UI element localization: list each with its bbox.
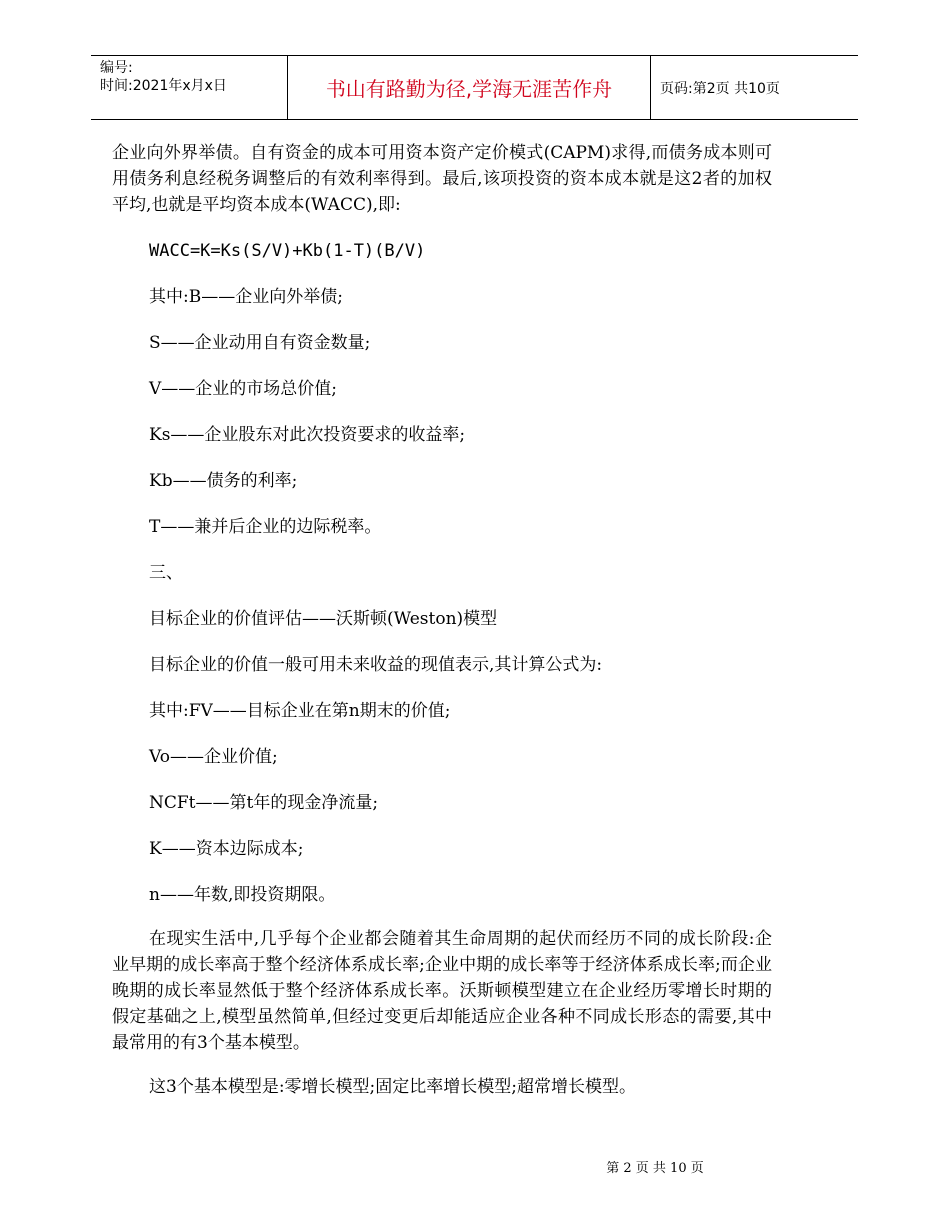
header-time-label: 时间:2021年x月x日 [100,78,227,94]
definition-n: n——年数,即投资期限。 [149,885,336,905]
definition-fv: 其中:FV——目标企业在第n期末的价值; [149,701,451,721]
paragraph-wacc-intro: 企业向外界举债。自有资金的成本可用资本资产定价模式(CAPM)求得,而债务成本则可用债务利息经税务调整后的有效利率得到。最后,该项投资的资本成本就是这2者的加权平均,也就是平均资本成本(WACC),即: [112,143,772,215]
definition-v: V——企业的市场总价值; [149,379,338,399]
header-meta [91,56,287,119]
paragraph-value-formula-intro: 目标企业的价值一般可用未来收益的现值表示,其计算公式为: [149,655,603,675]
definition-ks: Ks——企业股东对此次投资要求的收益率; [149,425,466,445]
definition-vo: Vo——企业价值; [149,747,278,767]
definition-ncft: NCFt——第t年的现金净流量; [149,793,379,813]
page-footer: 第 2 页 共 10 页 [606,1161,704,1176]
definition-b: 其中:B——企业向外举债; [149,287,343,307]
header-motto: 书山有路勤为径,学海无涯苦作舟 [287,56,651,119]
formula-wacc: WACC=K=Ks(S/V)+Kb(1-T)(B/V) [149,241,426,261]
section-title: 目标企业的价值评估——沃斯顿(Weston)模型 [149,609,498,629]
page-header [91,55,858,120]
paragraph-three-models: 这3个基本模型是:零增长模型;固定比率增长模型;超常增长模型。 [149,1077,636,1097]
definition-t: T——兼并后企业的边际税率。 [149,517,382,537]
paragraph-growth-stages: 在现实生活中,几乎每个企业都会随着其生命周期的起伏而经历不同的成长阶段:企业早期的成长率高于整个经济体系成长率;企业中期的成长率等于经济体系成长率;而企业晚期的成长率显然低于整个经济体系成长率。沃斯顿模型建立在企业经历零增长时期的假定基础之上,模型虽然简单,但经过变更后却能适应企业各种不同成长形态的需要,其中最常用的有3个基本模型。 [112,929,772,1053]
definition-k: K——资本边际成本; [149,839,304,859]
document-body [112,140,772,1100]
header-number-label: 编号: [100,60,133,76]
definition-s: S——企业动用自有资金数量; [149,333,371,353]
header-page-label: 页码:第2页 共10页 [660,80,780,97]
definition-kb: Kb——债务的利率; [149,471,298,491]
section-number: 三、 [149,563,183,583]
